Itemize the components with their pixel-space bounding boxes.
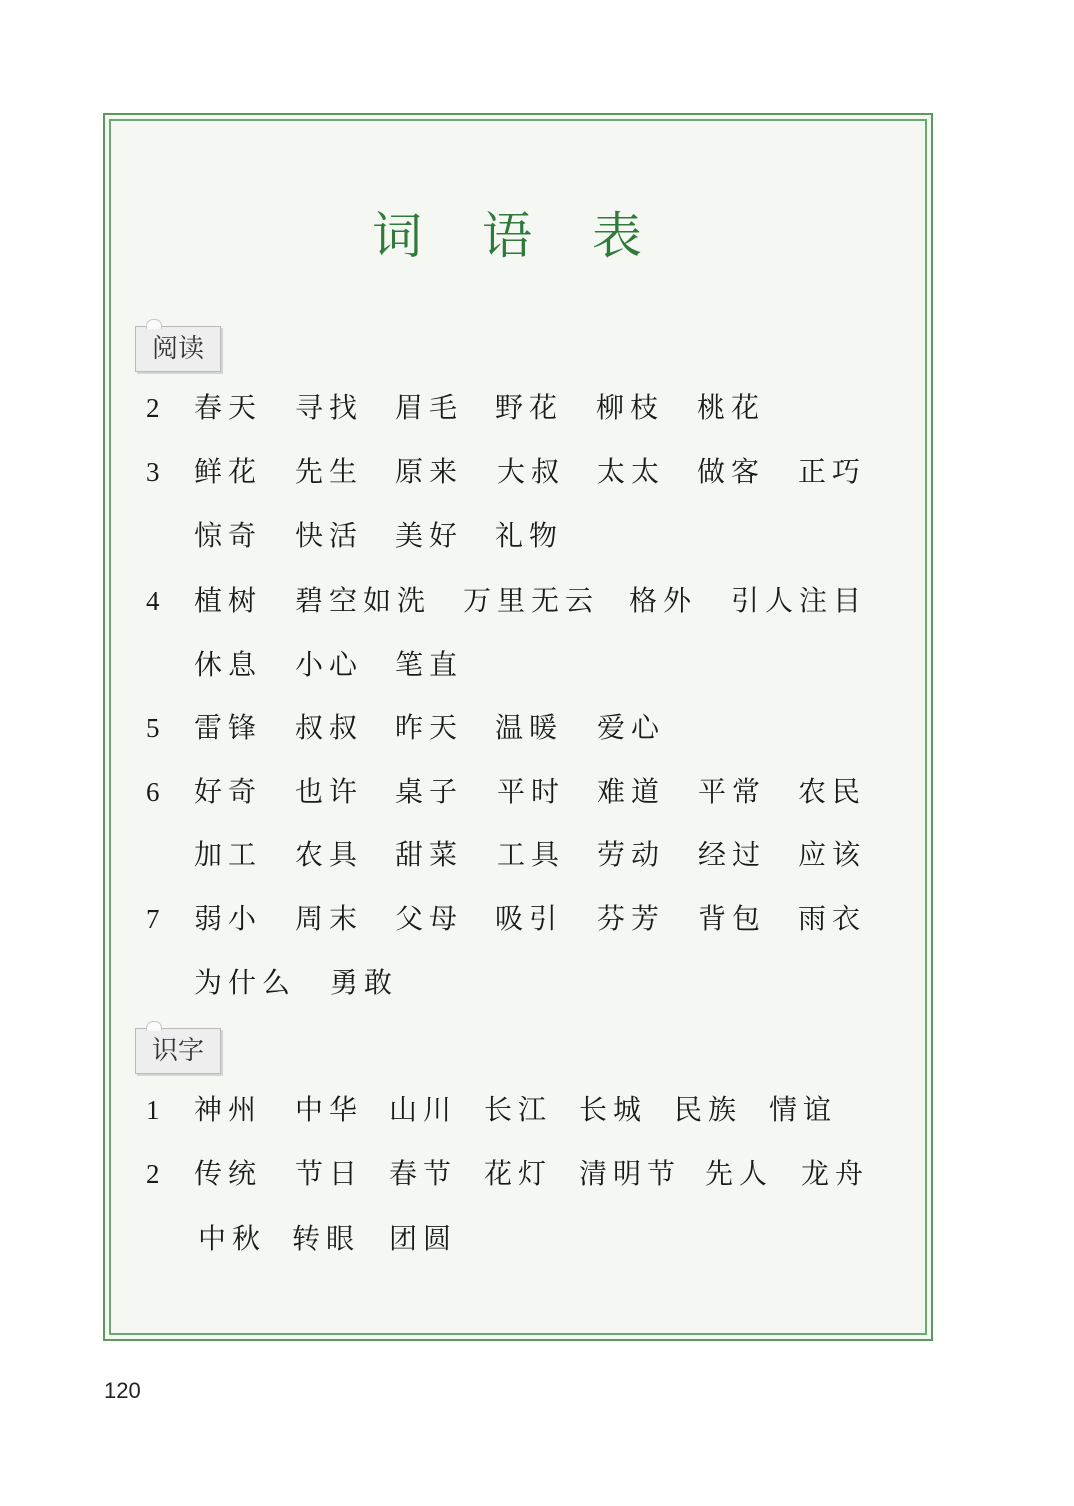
vocab-word: 芬芳 <box>597 902 666 935</box>
lesson-number: 1 <box>146 1095 160 1125</box>
vocab-word: 好奇 <box>194 775 263 808</box>
vocab-word: 节日 <box>295 1157 364 1190</box>
section-tag-reading <box>135 326 221 372</box>
vocab-word: 也许 <box>295 775 364 808</box>
section-label: 识字 <box>151 1036 204 1066</box>
vocab-word: 原来 <box>395 455 464 488</box>
vocab-word: 龙舟 <box>801 1157 870 1190</box>
vocab-word: 快活 <box>295 519 364 552</box>
vocab-word: 眉毛 <box>395 391 464 424</box>
vocab-word: 经过 <box>698 838 767 871</box>
vocab-word: 团圆 <box>389 1222 458 1255</box>
vocab-word: 传统 <box>194 1157 263 1190</box>
vocab-word: 弱小 <box>194 902 263 935</box>
vocab-word: 平时 <box>497 775 566 808</box>
vocab-word: 农具 <box>295 838 364 871</box>
vocab-word: 桌子 <box>395 775 464 808</box>
vocab-word: 农民 <box>798 775 867 808</box>
vocab-word: 周末 <box>295 902 364 935</box>
vocab-word: 背包 <box>698 902 767 935</box>
vocab-word: 中秋 <box>198 1222 267 1255</box>
vocab-word: 花灯 <box>484 1157 553 1190</box>
vocab-word: 正巧 <box>798 455 867 488</box>
vocab-word: 温暖 <box>495 711 564 744</box>
vocab-word: 做客 <box>697 455 766 488</box>
vocab-word: 植树 <box>194 584 263 617</box>
lesson-number: 3 <box>146 457 160 487</box>
vocab-word: 应该 <box>798 838 867 871</box>
vocab-word: 昨天 <box>395 711 464 744</box>
vocab-word: 礼物 <box>495 519 564 552</box>
vocab-word: 桃花 <box>697 391 766 424</box>
page-number: 120 <box>104 1378 141 1403</box>
vocab-word: 大叔 <box>497 455 566 488</box>
vocab-word: 惊奇 <box>194 519 263 552</box>
vocab-word: 柳枝 <box>596 391 665 424</box>
vocab-word: 民族 <box>674 1093 743 1126</box>
clip-icon <box>146 1021 162 1031</box>
vocab-word: 休息 <box>194 648 263 681</box>
vocab-word: 甜菜 <box>395 838 464 871</box>
page-title: 词 语 表 <box>372 207 664 265</box>
vocab-word: 难道 <box>597 775 666 808</box>
lesson-number: 4 <box>146 586 160 616</box>
vocab-word: 转眼 <box>292 1222 361 1255</box>
vocab-word: 寻找 <box>295 391 364 424</box>
lesson-number: 5 <box>146 713 160 743</box>
section-tag-literacy <box>135 1028 221 1074</box>
lesson-number: 7 <box>146 904 160 934</box>
vocab-word: 情谊 <box>769 1093 838 1126</box>
vocab-word: 春节 <box>389 1157 458 1190</box>
vocab-word: 鲜花 <box>194 455 263 488</box>
vocab-word: 长江 <box>484 1093 553 1126</box>
vocab-word: 格外 <box>629 584 698 617</box>
vocab-word: 劳动 <box>597 838 666 871</box>
vocab-word: 清明节 <box>579 1157 682 1190</box>
vocab-word: 碧空如洗 <box>295 584 432 617</box>
vocab-word: 万里无云 <box>463 584 600 617</box>
vocab-word: 为什么 <box>194 966 297 999</box>
vocab-word: 勇敢 <box>330 966 399 999</box>
vocab-word: 雷锋 <box>194 711 263 744</box>
vocab-word: 野花 <box>495 391 564 424</box>
vocab-word: 山川 <box>389 1093 458 1126</box>
vocab-word: 长城 <box>579 1093 648 1126</box>
vocab-word: 平常 <box>698 775 767 808</box>
lesson-number: 2 <box>146 393 160 423</box>
lesson-number: 2 <box>146 1159 160 1189</box>
vocab-word: 先生 <box>295 455 364 488</box>
vocab-word: 吸引 <box>495 902 564 935</box>
vocab-word: 叔叔 <box>295 711 364 744</box>
section-label: 阅读 <box>151 334 204 364</box>
vocab-word: 中华 <box>295 1093 364 1126</box>
lesson-number: 6 <box>146 777 160 807</box>
vocab-word: 小心 <box>295 648 364 681</box>
vocab-word: 父母 <box>395 902 464 935</box>
vocab-word: 神州 <box>194 1093 263 1126</box>
vocab-word: 笔直 <box>395 648 464 681</box>
clip-icon <box>146 319 162 329</box>
vocab-word: 加工 <box>194 838 263 871</box>
vocab-word: 雨衣 <box>798 902 867 935</box>
vocab-word: 引人注目 <box>731 584 868 617</box>
vocab-word: 美好 <box>395 519 464 552</box>
vocab-word: 工具 <box>497 838 566 871</box>
vocab-word: 春天 <box>194 391 263 424</box>
vocab-word: 太太 <box>597 455 666 488</box>
vocab-word: 爱心 <box>597 711 666 744</box>
vocab-word: 先人 <box>705 1157 774 1190</box>
